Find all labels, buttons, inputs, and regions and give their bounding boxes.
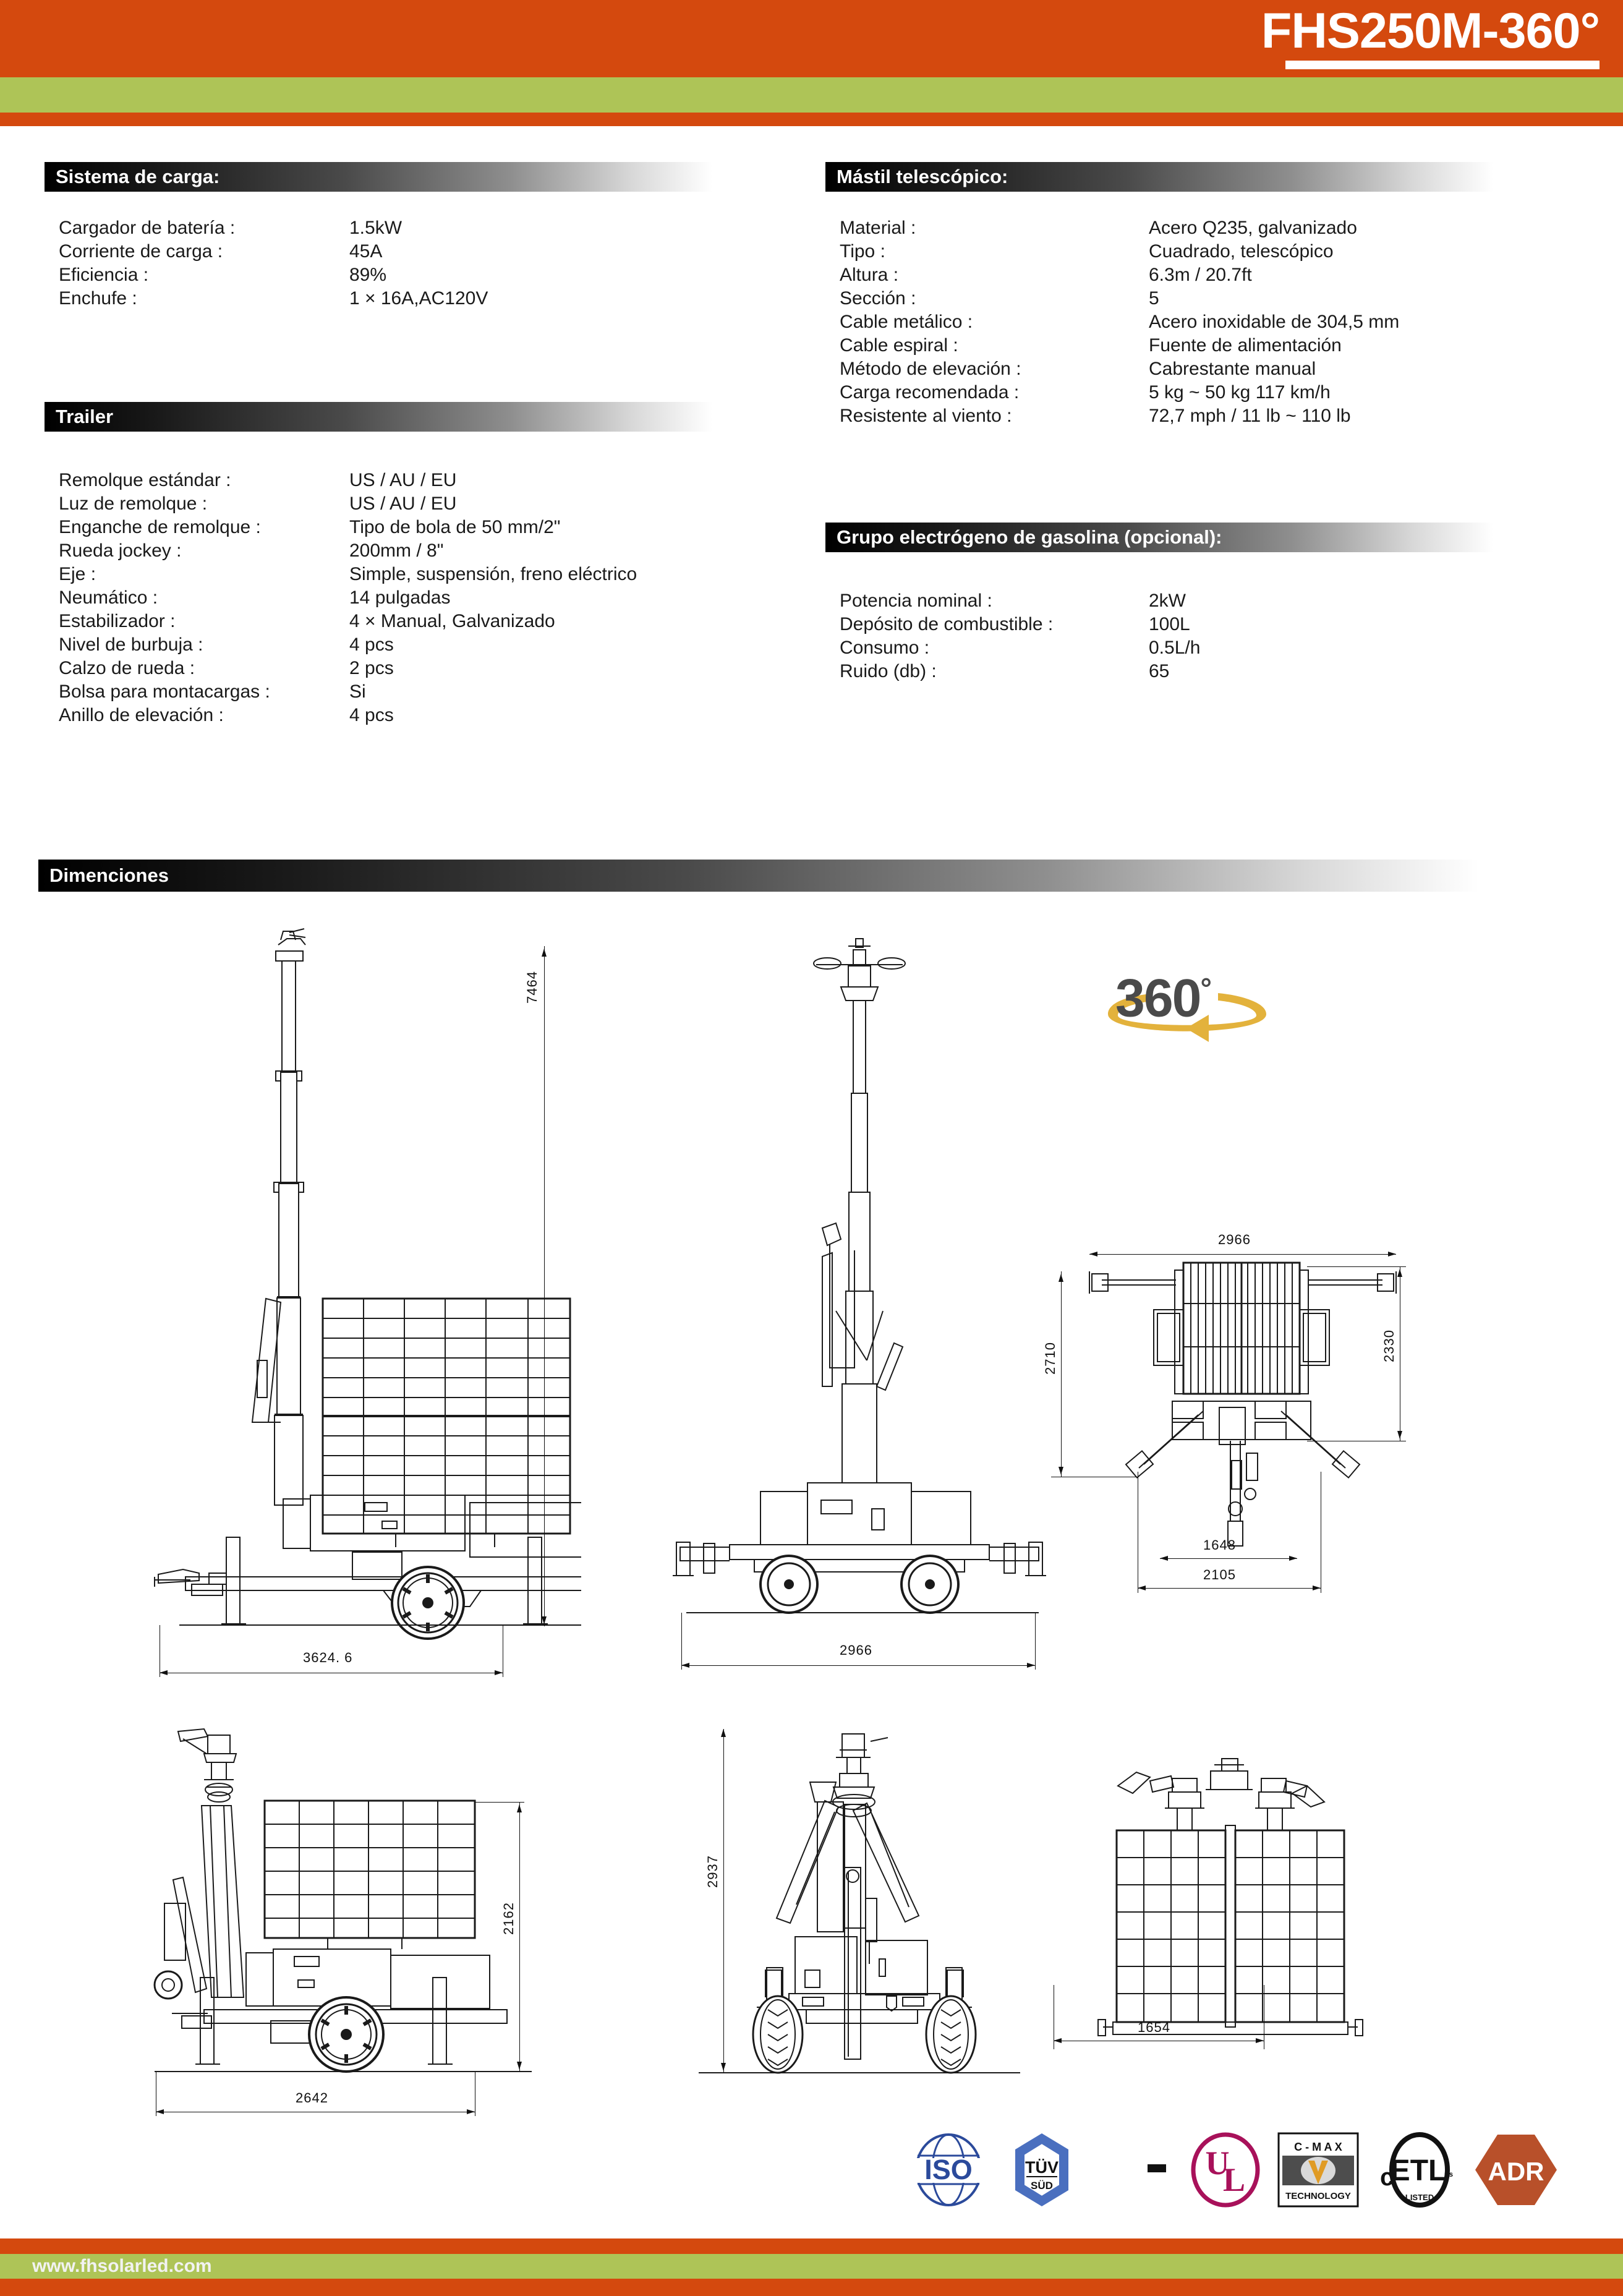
spec-label: Anillo de elevación : (59, 705, 224, 725)
footer-orange-band-top (0, 2238, 1623, 2254)
dim-label-2105: 2105 (1203, 1567, 1236, 1582)
dim-arrow (1138, 1585, 1146, 1590)
dim-arrow (1059, 1274, 1063, 1282)
c-max-technology-icon (1277, 2132, 1359, 2208)
dim-label-7464: 7464 (524, 971, 540, 1004)
spec-value: US / AU / EU (349, 493, 457, 514)
front-view-stowed-svg (674, 1725, 1070, 2121)
spec-row (59, 517, 637, 540)
dim-label-2937: 2937 (705, 1855, 720, 1888)
dim-label-1654: 1654 (1138, 2020, 1170, 2035)
section-header-dimensions (38, 860, 1479, 892)
section-header-generator (825, 523, 1493, 552)
spec-value: Simple, suspensión, freno eléctrico (349, 564, 637, 584)
dim-ext-line (439, 1625, 549, 1626)
logo-360-degree: ° (1200, 972, 1211, 1004)
dim-arrow (1256, 2038, 1264, 2043)
spec-value: 1 × 16A,AC120V (349, 288, 488, 309)
dim-arrow (156, 2109, 164, 2114)
dim-arrow (1313, 1585, 1321, 1590)
dim-ext-line (681, 1613, 682, 1670)
spec-row (840, 359, 1399, 382)
spec-value: Tipo de bola de 50 mm/2" (349, 517, 561, 537)
spec-row (59, 218, 488, 241)
ul-u-letter: U (1205, 2144, 1230, 2182)
dim-arrow (1397, 1431, 1402, 1439)
spec-row (840, 614, 1200, 638)
c-max-badge (1277, 2132, 1359, 2211)
title-underline (1285, 61, 1600, 69)
dim-arrow (542, 949, 547, 957)
spec-list-mast (840, 218, 1399, 429)
spec-label: Cable espiral : (840, 335, 958, 356)
dim-arrow (681, 1663, 689, 1668)
spec-value: 200mm / 8" (349, 540, 444, 561)
spec-label: Eficiencia : (59, 265, 149, 285)
spec-row (840, 241, 1399, 265)
spec-row (840, 218, 1399, 241)
dim-ext-line (1307, 1266, 1406, 1267)
drawing-side-view-mast-extended (148, 928, 581, 1665)
logo-360-text (1115, 962, 1211, 1028)
spec-label: Calzo de rueda : (59, 658, 195, 678)
spec-label: Corriente de carga : (59, 241, 223, 262)
dim-arrow (1027, 1663, 1035, 1668)
spec-label: Estabilizador : (59, 611, 176, 631)
spec-row (840, 288, 1399, 312)
section-title-trailer: Trailer (56, 406, 114, 427)
dim-arrow (1397, 1269, 1402, 1277)
spec-row (840, 265, 1399, 288)
spec-value: 14 pulgadas (349, 587, 451, 608)
drawing-front-view-stowed (674, 1725, 1070, 2121)
dim-arrow (517, 1804, 522, 1812)
dim-label-1648: 1648 (1203, 1537, 1236, 1553)
adr-label: ADR (1488, 2157, 1544, 2186)
section-title-mast: Mástil telescópico: (837, 166, 1008, 187)
ul-badge (1190, 2132, 1261, 2211)
dim-ext-line (1035, 1613, 1036, 1670)
etl-c-letter: c (1380, 2164, 1394, 2191)
spec-value: Si (349, 681, 366, 702)
section-title-generator: Grupo electrógeno de gasolina (opcional): (837, 526, 1222, 548)
spec-row (59, 493, 637, 517)
spec-row (59, 611, 637, 634)
spec-label: Tipo : (840, 241, 885, 262)
spec-value: 6.3m / 20.7ft (1149, 265, 1252, 285)
dim-arrow (1289, 1556, 1297, 1561)
page-title: FHS250M-360° (1261, 3, 1600, 59)
spec-label: Sección : (840, 288, 916, 309)
spec-value: 5 (1149, 288, 1159, 309)
spec-row (59, 681, 637, 705)
etl-sub-label: LISTED (1405, 2193, 1434, 2202)
spec-row (59, 540, 637, 564)
dim-label-3624-6: 3624. 6 (303, 1650, 353, 1665)
dim-arrow (1054, 2038, 1062, 2043)
adr-badge (1473, 2132, 1559, 2211)
dim-arrow (1059, 1467, 1063, 1475)
spec-value: 1.5kW (349, 218, 403, 238)
etl-listed-icon (1375, 2132, 1457, 2208)
spec-value: Fuente de alimentación (1149, 335, 1342, 356)
header-orange-band-bottom (0, 113, 1623, 126)
spec-row (59, 470, 637, 493)
etl-listed-badge (1375, 2132, 1457, 2211)
drawing-side-view-stowed (142, 1725, 575, 2121)
iso-badge (909, 2132, 988, 2211)
footer-website-url[interactable]: www.fhsolarled.com (32, 2256, 212, 2276)
dim-arrow (160, 1670, 168, 1675)
spec-value: 4 pcs (349, 705, 394, 725)
dim-label-2642: 2642 (296, 2090, 328, 2106)
ce-mark-icon (1096, 2134, 1174, 2206)
dim-line (1138, 1588, 1321, 1589)
dim-label-2966-top: 2966 (1218, 1232, 1251, 1247)
dim-arrow (1089, 1252, 1097, 1257)
spec-row (840, 335, 1399, 359)
section-title-dimensions: Dimenciones (49, 864, 169, 886)
spec-label: Cargador de batería : (59, 218, 236, 238)
spec-row (840, 312, 1399, 335)
dim-line (681, 1665, 1035, 1666)
spec-row (840, 638, 1200, 661)
iso-globe-icon (909, 2132, 988, 2208)
dim-arrow (467, 2109, 475, 2114)
spec-row (59, 705, 637, 728)
section-header-mast (825, 162, 1493, 192)
spec-label: Ruido (db) : (840, 661, 937, 681)
spec-value: 72,7 mph / 11 lb ~ 110 lb (1149, 406, 1351, 426)
spec-label: Depósito de combustible : (840, 614, 1054, 634)
spec-label: Neumático : (59, 587, 158, 608)
spec-row (59, 564, 637, 587)
spec-label: Material : (840, 218, 916, 238)
dim-arrow (721, 1729, 726, 1737)
drawing-rear-view-stowed (1076, 1750, 1410, 2121)
spec-value: 100L (1149, 614, 1190, 634)
spec-row (840, 406, 1399, 429)
dim-label-2966: 2966 (840, 1642, 872, 1658)
dim-ext-line (519, 1802, 520, 2072)
spec-list-trailer (59, 470, 637, 728)
spec-row (59, 288, 488, 312)
ul-mark-icon (1190, 2132, 1261, 2208)
sud-label: SÜD (1031, 2180, 1053, 2191)
spec-label: Rueda jockey : (59, 540, 182, 561)
drawing-front-view-mast-extended (668, 928, 1051, 1658)
front-view-mast-extended-svg (668, 928, 1051, 1645)
spec-row (59, 241, 488, 265)
dim-ext-line (723, 1729, 724, 2073)
spec-label: Enganche de remolque : (59, 517, 261, 537)
spec-label: Resistente al viento : (840, 406, 1012, 426)
tuv-sud-icon (1004, 2132, 1080, 2208)
spec-label: Nivel de burbuja : (59, 634, 203, 655)
spec-value: Cabrestante manual (1149, 359, 1316, 379)
section-header-trailer (45, 402, 712, 432)
dim-arrow (495, 1670, 503, 1675)
spec-label: Método de elevación : (840, 359, 1021, 379)
tuv-sud-badge (1004, 2132, 1080, 2211)
spec-list-charging (59, 218, 488, 312)
spec-label: Bolsa para montacargas : (59, 681, 270, 702)
spec-value: 89% (349, 265, 387, 285)
dim-ext-line (475, 1802, 524, 1803)
spec-value: 0.5L/h (1149, 638, 1201, 658)
c-max-sub-label: TECHNOLOGY (1285, 2191, 1351, 2201)
dim-label-2710: 2710 (1042, 1342, 1058, 1375)
dim-arrow (721, 2063, 726, 2071)
spec-row (840, 382, 1399, 406)
logo-360-number: 360 (1115, 968, 1201, 1028)
tuv-label: TÜV (1025, 2158, 1059, 2177)
adr-icon (1473, 2132, 1559, 2208)
dim-arrow (1388, 1252, 1396, 1257)
spec-label: Enchufe : (59, 288, 137, 309)
dim-ext-line (1061, 1271, 1062, 1477)
spec-value: US / AU / EU (349, 470, 457, 490)
drawing-top-view (1042, 1232, 1434, 1707)
side-view-mast-extended-svg (148, 928, 581, 1645)
spec-row (59, 265, 488, 288)
section-title-charging: Sistema de carga: (56, 166, 220, 187)
spec-row (59, 658, 637, 681)
c-max-label: C - M A X (1294, 2141, 1342, 2153)
spec-row (59, 634, 637, 658)
spec-value: Acero inoxidable de 304,5 mm (1149, 312, 1400, 332)
dim-line (1160, 1558, 1297, 1559)
logo-360 (1094, 955, 1280, 1048)
spec-label: Cable metálico : (840, 312, 973, 332)
spec-value: 5 kg ~ 50 kg 117 km/h (1149, 382, 1331, 403)
spec-row (59, 587, 637, 611)
spec-value: 45A (349, 241, 383, 262)
dim-label-2330: 2330 (1381, 1329, 1397, 1362)
spec-list-generator (840, 591, 1200, 685)
spec-value: Acero Q235, galvanizado (1149, 218, 1357, 238)
section-header-charging (45, 162, 712, 192)
dim-arrow (1160, 1556, 1168, 1561)
footer-green-band (0, 2254, 1623, 2279)
spec-value: Cuadrado, telescópico (1149, 241, 1334, 262)
etl-us-letter: us (1444, 2170, 1454, 2179)
spec-label: Consumo : (840, 638, 930, 658)
iso-label: ISO (924, 2154, 973, 2185)
spec-value: 4 pcs (349, 634, 394, 655)
dim-arrow (517, 2062, 522, 2070)
spec-label: Altura : (840, 265, 899, 285)
header-green-band (0, 77, 1623, 113)
ce-badge (1096, 2134, 1174, 2209)
dim-ext-line (544, 946, 545, 1626)
spec-value: 65 (1149, 661, 1170, 681)
spec-label: Eje : (59, 564, 96, 584)
dim-line (1089, 1254, 1396, 1255)
etl-label: ETL (1390, 2154, 1447, 2187)
spec-label: Remolque estándar : (59, 470, 231, 490)
spec-label: Potencia nominal : (840, 591, 992, 611)
footer-orange-band-bottom (0, 2279, 1623, 2296)
rear-view-stowed-svg (1076, 1750, 1410, 2121)
spec-row (840, 591, 1200, 614)
ul-l-letter: L (1222, 2161, 1246, 2198)
certification-badges (909, 2132, 1559, 2211)
dim-label-2162: 2162 (501, 1902, 516, 1935)
spec-label: Luz de remolque : (59, 493, 208, 514)
top-view-svg (1051, 1249, 1434, 1707)
spec-value: 2 pcs (349, 658, 394, 678)
spec-value: 2kW (1149, 591, 1186, 611)
spec-row (840, 661, 1200, 685)
spec-label: Carga recomendada : (840, 382, 1020, 403)
spec-value: 4 × Manual, Galvanizado (349, 611, 555, 631)
dim-arrow (542, 1616, 547, 1624)
